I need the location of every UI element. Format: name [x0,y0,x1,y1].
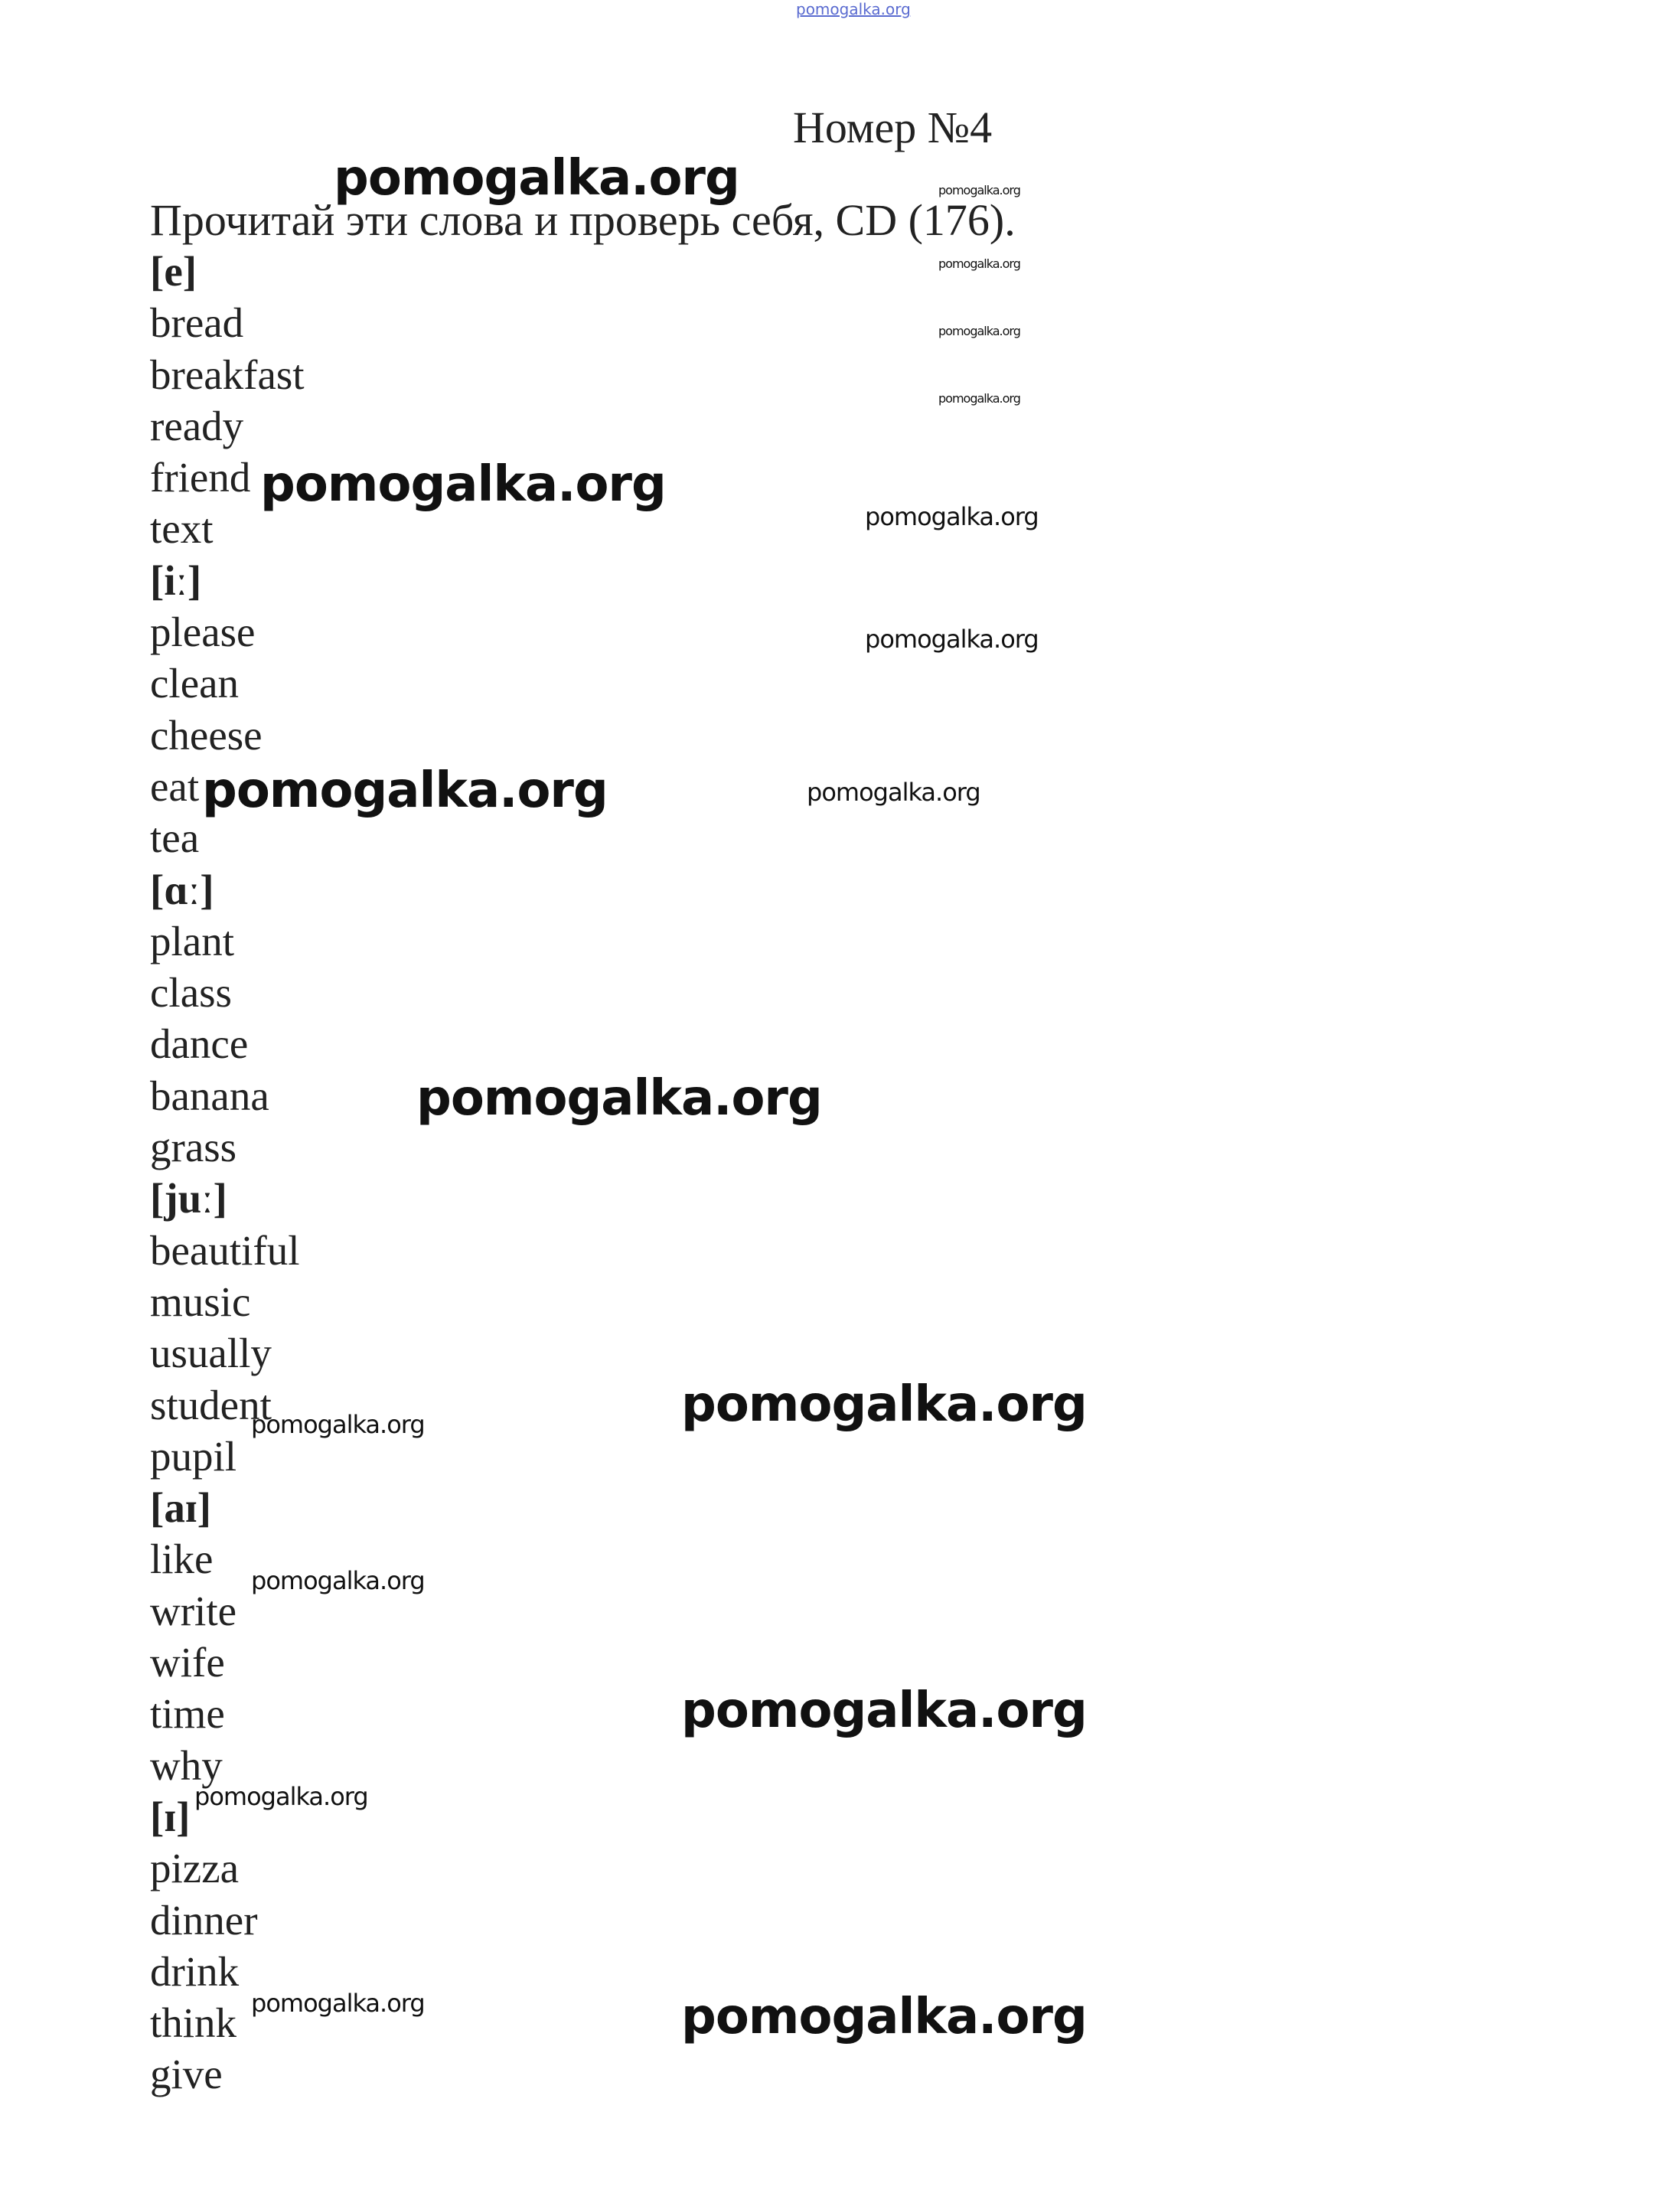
sound-heading: [iː] [150,556,202,604]
word-item: cheese [150,711,263,759]
sound-heading: [ɪ] [150,1793,191,1840]
watermark: pomogalka.org [865,502,1039,531]
word-item: give [150,2051,223,2098]
word-item: dance [150,1020,249,1068]
sound-heading: [ɑː] [150,866,214,913]
word-item: breakfast [150,351,305,398]
watermark: pomogalka.org [938,324,1020,338]
word-item: bread [150,299,244,347]
word-list [150,246,305,2100]
watermark: pomogalka.org [938,391,1020,406]
sound-heading: [juː] [150,1175,227,1222]
word-item: drink [150,1947,240,1995]
word-item: wife [150,1639,225,1686]
watermark: pomogalka.org [416,1070,822,1127]
word-item: why [150,1741,223,1789]
page-title: Номер №4 [793,103,993,152]
word-item: text [150,505,214,553]
word-item: pizza [150,1845,240,1892]
watermark: pomogalka.org [251,1410,425,1439]
watermark: pomogalka.org [865,625,1039,654]
watermark: pomogalka.org [334,150,739,207]
watermark: pomogalka.org [251,1566,425,1595]
word-item: beautiful [150,1226,300,1274]
watermark: pomogalka.org [681,1376,1087,1433]
word-item: class [150,969,232,1017]
word-item: student [150,1381,272,1428]
word-item: eat [150,762,200,810]
watermark: pomogalka.org [681,1989,1087,2045]
word-item: think [150,1999,237,2047]
word-item: tea [150,814,200,862]
word-item: clean [150,660,240,707]
instruction-text: Прочитай эти слова и проверь себя, CD (176). [150,195,1016,245]
watermark: pomogalka.org [681,1682,1087,1739]
watermark: pomogalka.org [938,183,1020,197]
watermark: pomogalka.org [194,1782,368,1811]
word-item: banana [150,1072,269,1119]
word-item: dinner [150,1896,258,1944]
word-item: ready [150,402,244,449]
watermark: pomogalka.org [807,778,980,807]
sound-heading: [aɪ] [150,1484,211,1532]
word-item: music [150,1278,251,1325]
word-item: usually [150,1330,272,1377]
word-item: friend [150,454,251,501]
word-item: grass [150,1124,237,1171]
sound-heading: [e] [150,248,197,295]
word-item: pupil [150,1432,237,1480]
watermark: pomogalka.org [251,1989,425,2018]
header-link[interactable]: pomogalka.org [796,0,911,18]
watermark: pomogalka.org [202,762,608,819]
word-item: plant [150,917,234,964]
word-item: please [150,609,256,656]
watermark: pomogalka.org [260,456,666,513]
watermark: pomogalka.org [938,256,1020,271]
word-item: like [150,1536,214,1583]
word-item: write [150,1587,237,1634]
word-item: time [150,1690,225,1738]
